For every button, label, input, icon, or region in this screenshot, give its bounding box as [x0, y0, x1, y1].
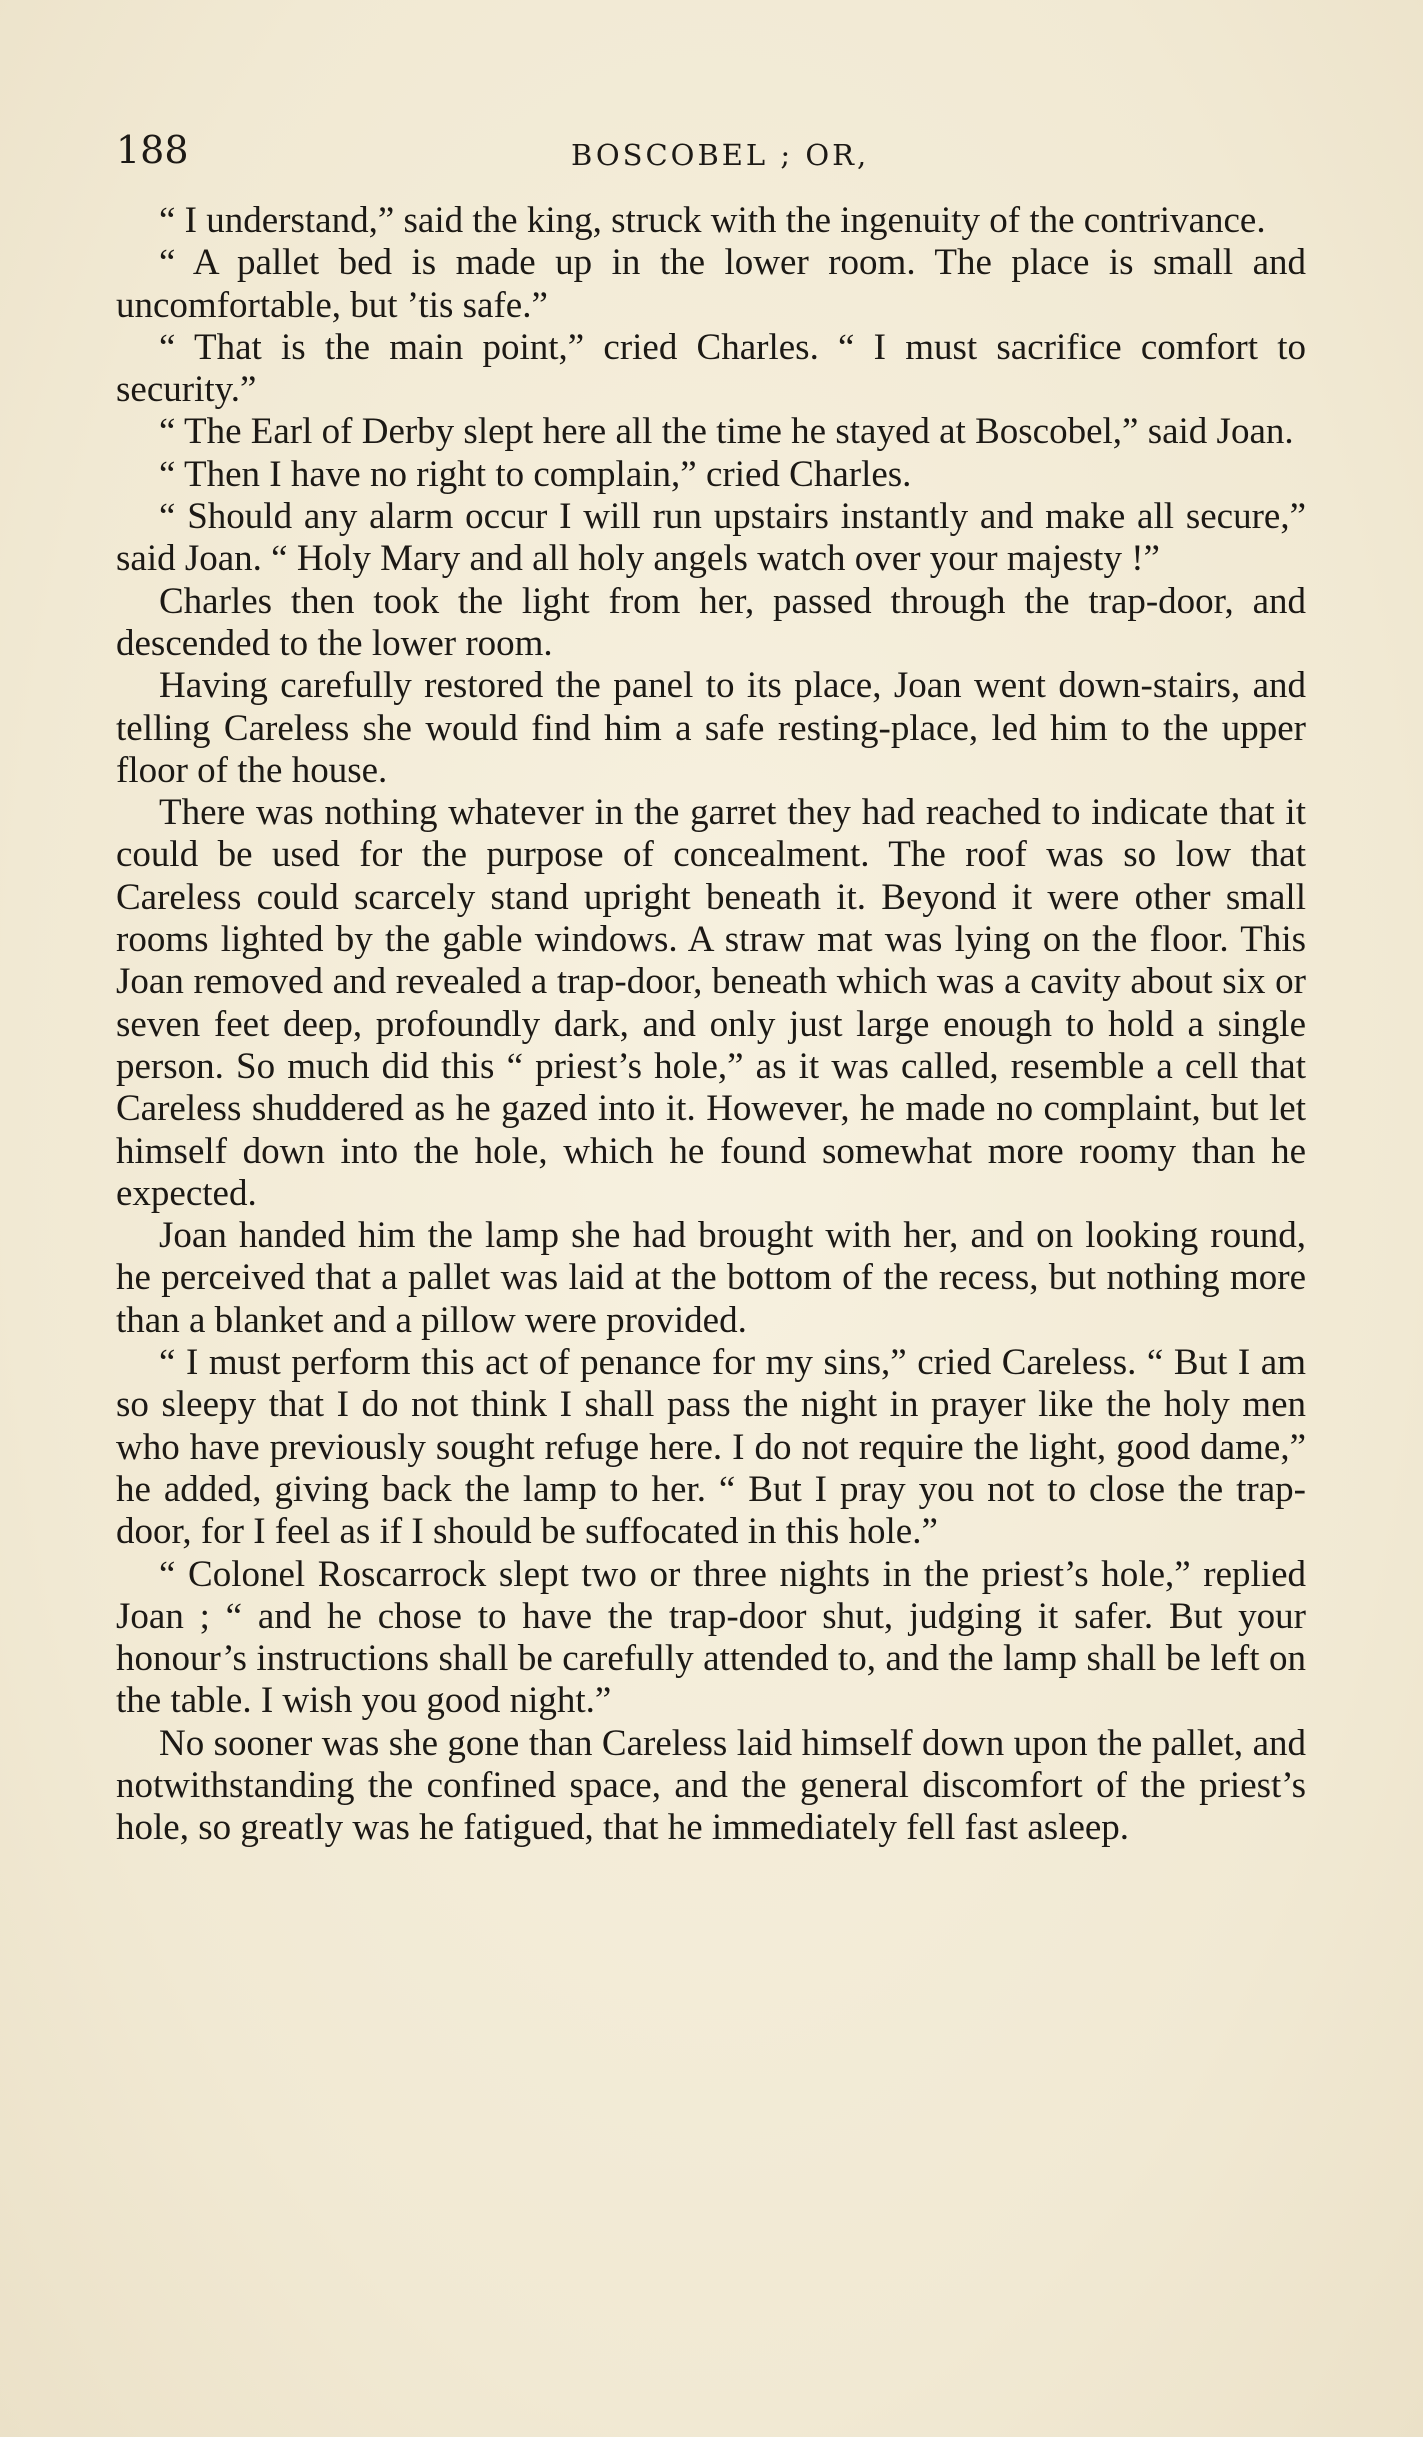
paragraph: Joan handed him the lamp she had brought with her, and on looking round, he perceived that a pallet was laid at the bottom of the recess, but nothing more than a blanket and a pillow were provided.	[116, 1215, 1306, 1341]
body-text	[116, 200, 1306, 1850]
paragraph: “ The Earl of Derby slept here all the time he stayed at Boscobel,” said Joan.	[159, 411, 1294, 453]
page-number: 188	[116, 128, 189, 172]
paragraph: There was nothing whatever in the garret they had reached to indicate that it could be used for the purpose of concealment. The roof was so low that Careless could scarcely stand upright beneath it. Beyond it were other small rooms lighted by the gable windows. A straw mat was lying on the floor. This Joan removed and revealed a trap-door, beneath which was a cavity about six or seven feet deep, profoundly dark, and only just large enough to hold a single person. So much did this “ priest’s hole,” as it was called, resemble a cell that Careless shuddered as he gazed into it. However, he made no complaint, but let himself down into the hole, which he found somewhat more roomy than he expected.	[116, 792, 1306, 1214]
paragraph: “ Then I have no right to complain,” cried Charles.	[159, 453, 912, 495]
paragraph: “ I must perform this act of penance for my sins,” cried Careless. “ But I am so sleepy that I do not think I shall pass the night in prayer like the holy men who have previously sought refuge here. I do not require the light, good dame,” he added, giving back the lamp to her. “ But I pray you not to close the trap-door, for I feel as if I should be suffocated in this hole.”	[116, 1342, 1306, 1553]
running-title: BOSCOBEL ; OR,	[571, 138, 870, 172]
paragraph: Charles then took the light from her, passed through the trap-door, and descended to the lower room.	[116, 580, 1306, 664]
paragraph: “ Should any alarm occur I will run upstairs instantly and make all secure,” said Joan. “ Holy Mary and all holy angels watch over your majesty !”	[116, 496, 1306, 580]
page-header	[116, 128, 1306, 178]
paragraph: “ I understand,” said the king, struck with the ingenuity of the contrivance.	[159, 200, 1266, 241]
paragraph: “ A pallet bed is made up in the lower room. The place is small and uncomfortable, but ’tis safe.”	[116, 242, 1306, 326]
paragraph: “ Colonel Roscarrock slept two or three nights in the priest’s hole,” replied Joan ; “ and he chose to have the trap-door shut, judging it safer. But your honour’s instructions shall be carefully attended to, and the lamp shall be left on the table. I wish you good night.”	[116, 1553, 1306, 1722]
paragraph: Having carefully restored the panel to its place, Joan went down-stairs, and telling Careless she would find him a safe resting-place, led him to the upper floor of the house.	[116, 665, 1306, 791]
paragraph: No sooner was she gone than Careless laid himself down upon the pallet, and notwithstanding the confined space, and the general discomfort of the priest’s hole, so greatly was he fatigued, that he immediately fell fast asleep.	[116, 1722, 1306, 1849]
paragraph: “ That is the main point,” cried Charles. “ I must sacrifice comfort to security.”	[116, 326, 1306, 411]
